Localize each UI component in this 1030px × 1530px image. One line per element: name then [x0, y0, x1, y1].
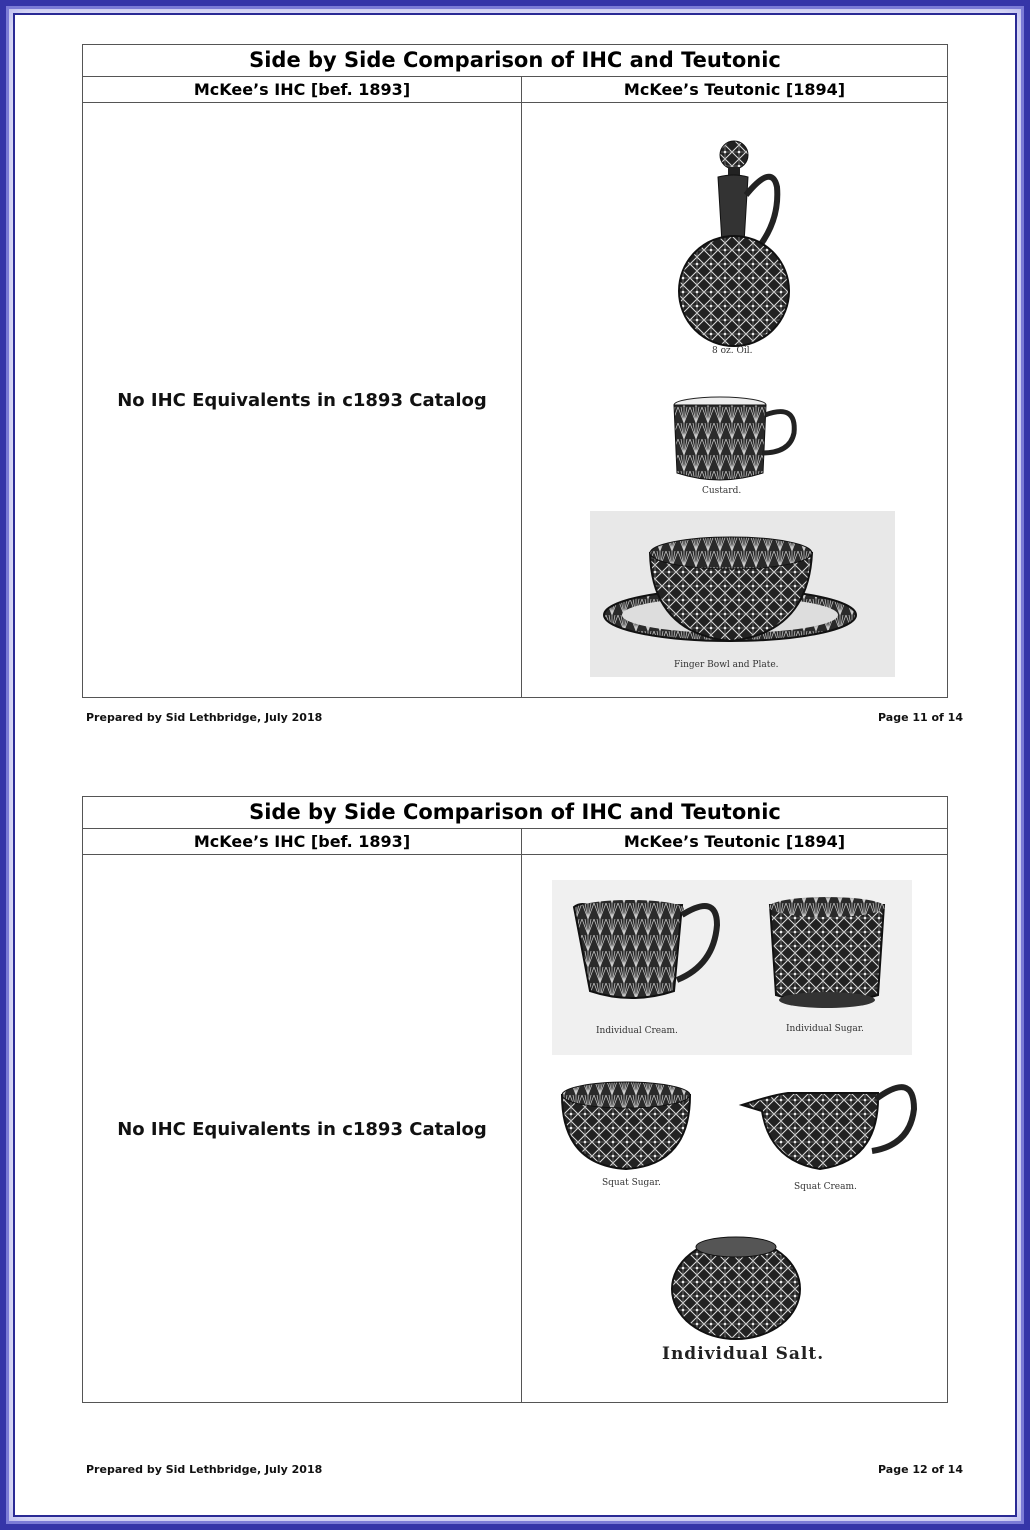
no-equivalents-text: No IHC Equivalents in c1893 Catalog: [117, 390, 487, 411]
table-title: Side by Side Comparison of IHC and Teutonic: [83, 45, 947, 77]
caption-individual-cream: Individual Cream.: [596, 1026, 678, 1036]
caption-individual-sugar: Individual Sugar.: [786, 1024, 864, 1034]
individual-sugar-illustration: [769, 897, 885, 1008]
ihc-cell: [83, 103, 522, 698]
custard-cup-illustration: [674, 397, 794, 480]
caption-squat-sugar: Squat Sugar.: [602, 1178, 661, 1188]
footer-page-number: Page 12 of 14: [878, 1463, 963, 1476]
comparison-table-page-11: [82, 44, 948, 698]
table-title: Side by Side Comparison of IHC and Teutonic: [83, 797, 947, 829]
footer-page-number: Page 11 of 14: [878, 711, 963, 724]
footer-left: Prepared by Sid Lethbridge, July 2018: [86, 1463, 323, 1476]
caption-custard: Custard.: [702, 486, 742, 496]
teutonic-cell: [522, 103, 947, 698]
individual-salt-illustration: [672, 1237, 800, 1339]
teutonic-illustrations: [522, 855, 947, 1403]
caption-oil: 8 oz. Oil.: [712, 346, 753, 356]
caption-finger-bowl: Finger Bowl and Plate.: [674, 660, 779, 670]
squat-sugar-illustration: [562, 1082, 690, 1169]
teutonic-cell: [522, 855, 947, 1403]
column-header-ihc: McKee’s IHC [bef. 1893]: [83, 829, 522, 854]
footer-left: Prepared by Sid Lethbridge, July 2018: [86, 711, 323, 724]
no-equivalents-text: No IHC Equivalents in c1893 Catalog: [117, 1118, 487, 1140]
comparison-table-page-12: [82, 796, 948, 1403]
teutonic-illustrations: [522, 103, 947, 698]
column-header-teutonic: McKee’s Teutonic [1894]: [623, 832, 846, 851]
caption-individual-salt: Individual Salt.: [662, 1344, 825, 1364]
ihc-cell: [83, 855, 522, 1403]
column-header-teutonic: McKee’s Teutonic [1894]: [623, 80, 846, 99]
caption-squat-cream: Squat Cream.: [794, 1182, 857, 1192]
squat-cream-illustration: [742, 1087, 914, 1169]
oil-cruet-illustration: [679, 141, 789, 346]
column-header-ihc: McKee’s IHC [bef. 1893]: [83, 77, 522, 102]
